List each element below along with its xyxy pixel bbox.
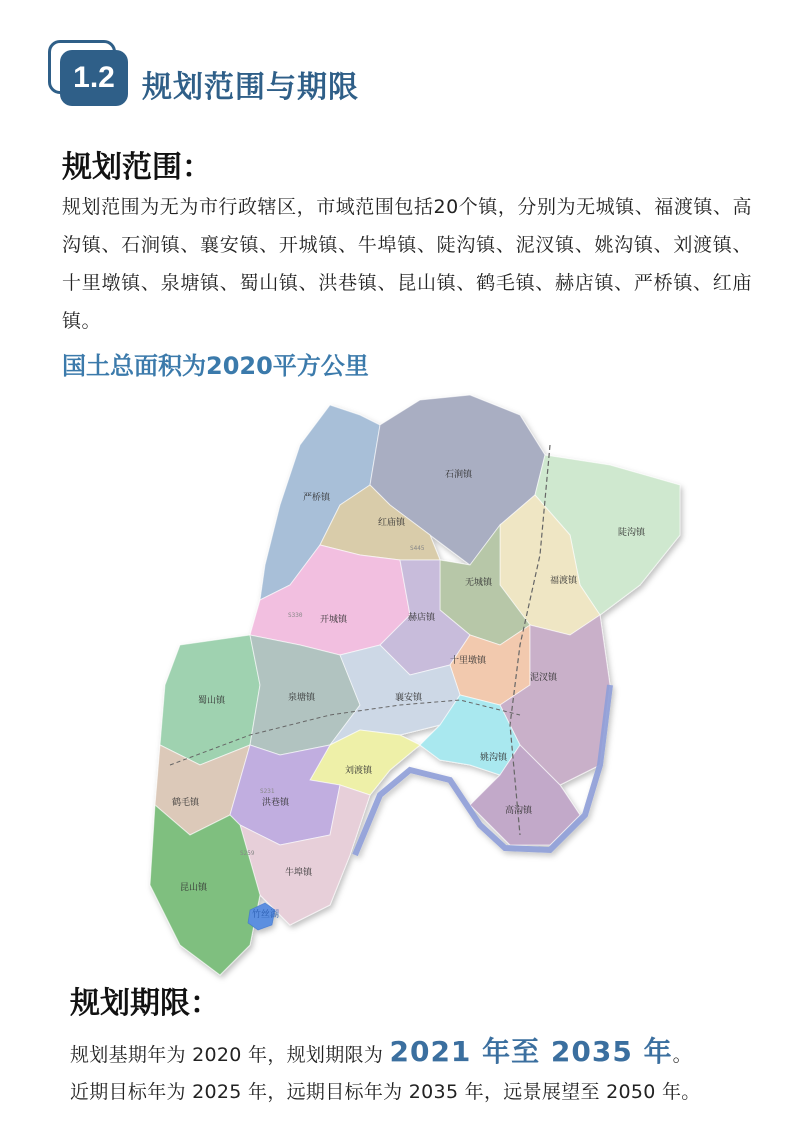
- town-label-shilidun: 十里墩镇: [450, 656, 487, 666]
- scope-heading: 规划范围：: [62, 150, 212, 185]
- road-label-s445: S445: [410, 545, 425, 552]
- town-label-nicha: 泥汊镇: [530, 673, 558, 683]
- town-label-kaicheng: 开城镇: [320, 615, 348, 625]
- town-label-shijian: 石涧镇: [445, 470, 473, 480]
- town-label-kunshan: 昆山镇: [180, 883, 208, 893]
- lake-label: 竹丝湖: [252, 910, 280, 920]
- total-area-text: 国土总面积为2020平方公里: [62, 352, 369, 380]
- town-label-yanqiao: 严桥镇: [303, 493, 331, 503]
- period-line-1: [70, 1030, 692, 1070]
- period-line-1-suffix: 。: [672, 1044, 692, 1066]
- town-label-yaogou: 姚沟镇: [480, 753, 508, 763]
- town-label-liudu: 刘渡镇: [345, 766, 373, 776]
- town-label-hemao: 鹤毛镇: [172, 798, 200, 808]
- town-label-shushan: 蜀山镇: [198, 696, 226, 706]
- map-svg: [140, 385, 646, 985]
- town-label-hongxiang: 洪巷镇: [262, 798, 290, 808]
- section-badge: [48, 40, 128, 106]
- period-line-1-prefix: 规划基期年为 2020 年，规划期限为: [70, 1044, 390, 1066]
- town-label-niubu: 牛埠镇: [285, 868, 313, 878]
- section-number: 1.2: [60, 50, 128, 106]
- road-label-s259: S259: [240, 850, 255, 857]
- period-range-emphasis: 2021 年至 2035 年: [389, 1035, 673, 1068]
- period-line-2: 近期目标年为 2025 年，远期目标年为 2035 年，远景展望至 2050 年。: [70, 1081, 701, 1103]
- section-title: 规划范围与期限: [142, 70, 359, 105]
- town-label-hedian: 赫店镇: [408, 613, 436, 623]
- town-label-wucheng: 无城镇: [465, 578, 493, 588]
- town-label-gaogou: 高沟镇: [505, 806, 533, 816]
- town-label-xiangan: 襄安镇: [395, 693, 423, 703]
- period-heading: 规划期限：: [70, 986, 220, 1021]
- road-label-s330: S330: [288, 612, 303, 619]
- town-label-hongmiao: 红庙镇: [378, 518, 406, 528]
- town-label-fudu: 福渡镇: [550, 576, 578, 586]
- town-label-lugou: 陡沟镇: [618, 528, 646, 538]
- town-label-quantang: 泉塘镇: [288, 693, 316, 703]
- scope-paragraph: 规划范围为无为市行政辖区，市域范围包括20个镇，分别为无城镇、福渡镇、高沟镇、石涧镇、襄安镇、开城镇、牛埠镇、陡沟镇、泥汊镇、姚沟镇、刘渡镇、十里墩镇、泉塘镇、蜀山镇、洪巷镇、昆山镇、鹤毛镇、赫店镇、严桥镇、红庙镇。: [62, 196, 752, 332]
- town-map: [140, 385, 646, 985]
- road-label-s231: S231: [260, 788, 275, 795]
